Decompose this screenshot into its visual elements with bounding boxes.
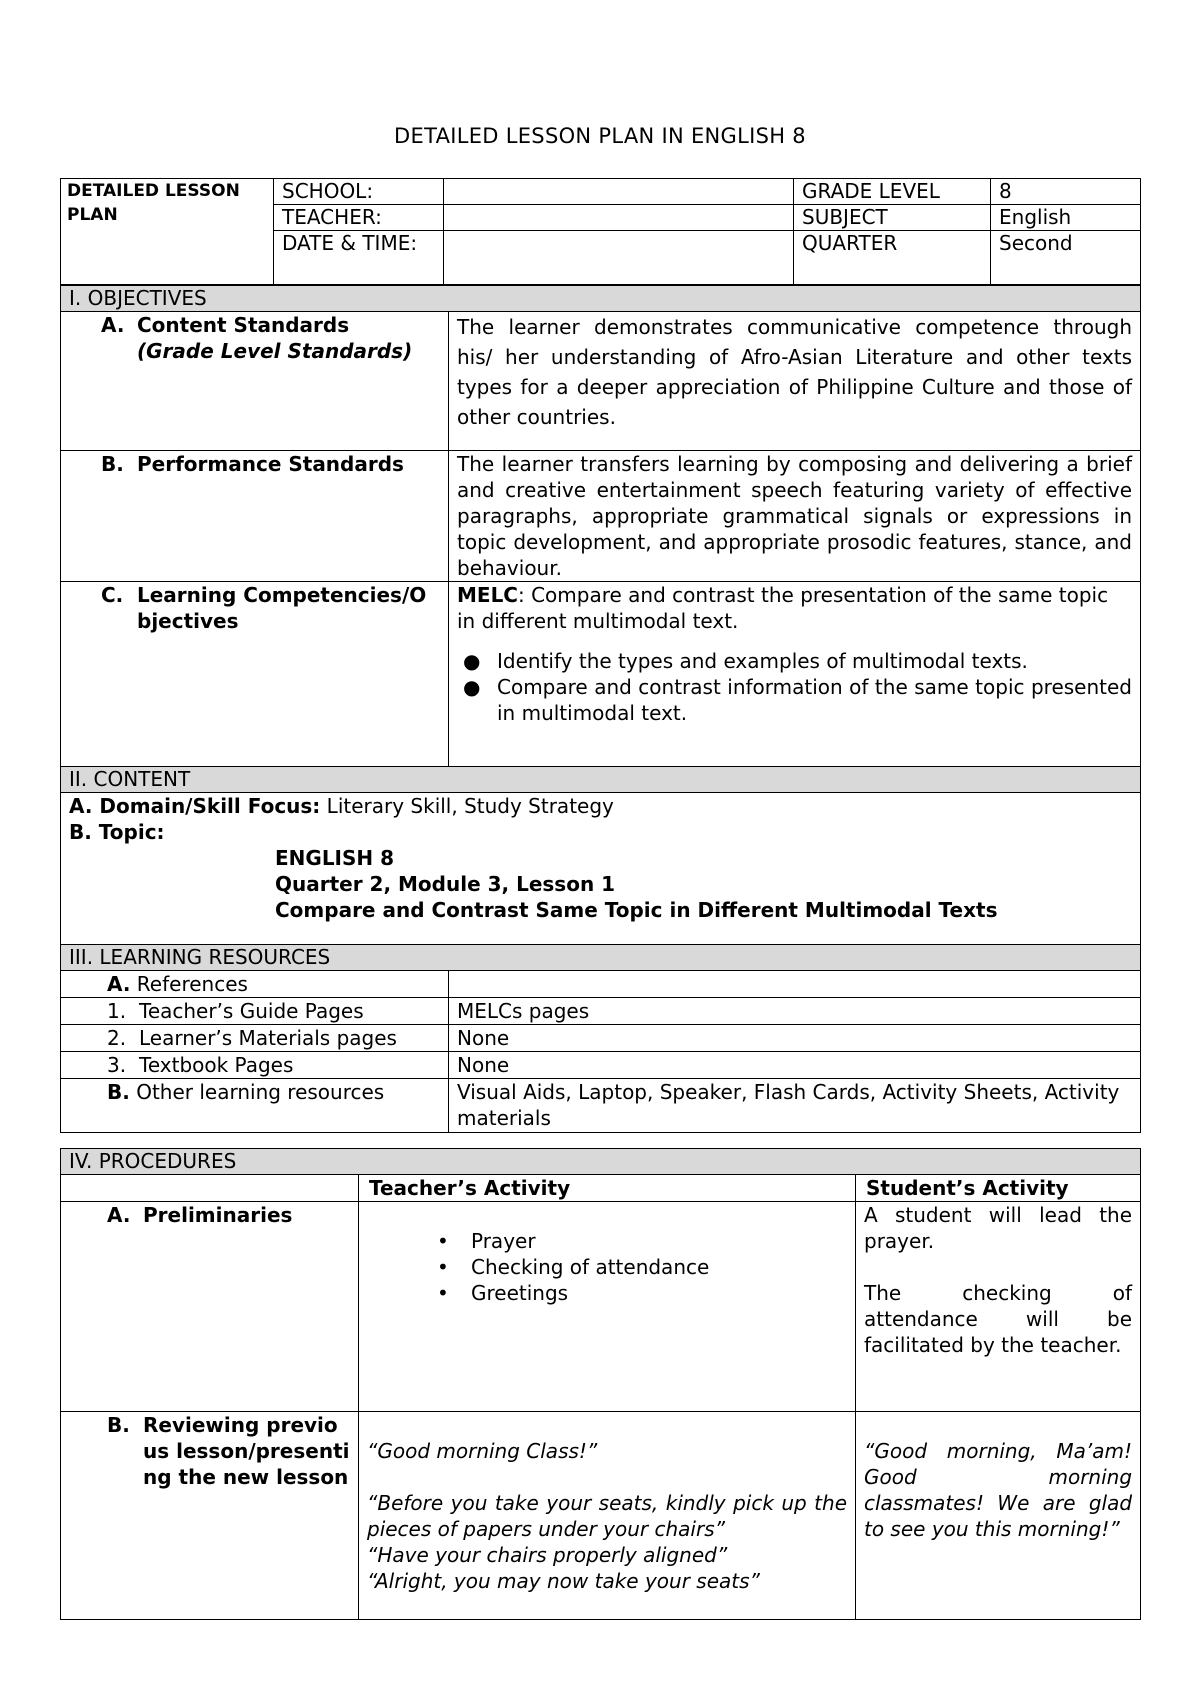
topic-line: ENGLISH 8 (275, 846, 395, 870)
content-heading: II. CONTENT (61, 767, 1141, 793)
teacher-line: “Before you take your seats, kindly pick up the pieces of papers under your chairs” (367, 1491, 847, 1541)
reviewing-label: B. Reviewing previous lesson/presenting the new lesson (61, 1412, 359, 1620)
quarter-value: Second (991, 231, 1141, 285)
preliminary-item: • Prayer (437, 1228, 847, 1254)
grade-level-value: 8 (991, 179, 1141, 205)
competencies-text (449, 582, 1141, 767)
topic-lines (69, 845, 1132, 923)
school-field[interactable] (444, 179, 794, 205)
grade-level-label: GRADE LEVEL (794, 179, 991, 205)
performance-standards-text: The learner transfers learning by composing and delivering a brief and creative entertainment speech featuring variety of effective paragraphs, appropriate grammatical signals or expressions in topic development, and appropriate prosodic features, stance, and behaviour. (449, 451, 1141, 582)
preliminaries-student (856, 1202, 1141, 1412)
procedures-corner (61, 1175, 359, 1202)
resource-row-label: 2. Learner’s Materials pages (61, 1025, 449, 1052)
content-standards-text: The learner demonstrates communicative competence through his/ her understanding of Afro-Asian Literature and other texts types for a deeper appreciation of Philippine Culture and those of other countries. (449, 312, 1141, 451)
references-label: A. References (61, 971, 449, 998)
subject-value: English (991, 205, 1141, 231)
student-text: A student will lead the prayer. (864, 1203, 1133, 1253)
performance-standards-label: B. Performance Standards (61, 451, 449, 582)
reviewing-student: “Good morning, Ma’am! Good morning classmates! We are glad to see you this morning!” (856, 1412, 1141, 1620)
objectives-heading: I. OBJECTIVES (61, 286, 1141, 312)
teacher-line: “Have your chairs properly aligned” (367, 1543, 728, 1567)
student-activity-header: Student’s Activity (856, 1175, 1141, 1202)
date-time-label: DATE & TIME: (274, 231, 444, 285)
content-body (61, 793, 1141, 945)
objective-item: ● Identify the types and examples of multimodal texts. (457, 648, 1132, 674)
content-standards-label: A. Content Standards (Grade Level Standards) (61, 312, 449, 451)
preliminaries-teacher (359, 1202, 856, 1412)
date-time-field[interactable] (444, 231, 794, 285)
procedures-heading: IV. PROCEDURES (61, 1149, 1141, 1175)
other-resources-label: B. Other learning resources (61, 1079, 449, 1133)
teacher-label: TEACHER: (274, 205, 444, 231)
teacher-line: “Alright, you may now take your seats” (367, 1569, 760, 1593)
other-resources-value: Visual Aids, Laptop, Speaker, Flash Cards, Activity Sheets, Activity materials (449, 1079, 1141, 1133)
preliminary-item: • Greetings (437, 1280, 847, 1306)
resource-row-label: 3. Textbook Pages (61, 1052, 449, 1079)
procedures-table (60, 1148, 1141, 1620)
reviewing-teacher (359, 1412, 856, 1620)
objective-item: ● Compare and contrast information of the same topic presented in multimodal text. (457, 674, 1132, 726)
preliminaries-list (367, 1228, 847, 1306)
student-text: The checking of attendance will be facilitated by the teacher. (864, 1281, 1133, 1357)
header-table (60, 178, 1141, 285)
page-title: DETAILED LESSON PLAN IN ENGLISH 8 (394, 124, 806, 148)
resource-row-value: None (449, 1025, 1141, 1052)
header-corner-label: DETAILED LESSON PLAN (61, 179, 274, 285)
resource-row-label: 1. Teacher’s Guide Pages (61, 998, 449, 1025)
preliminaries-label: A. Preliminaries (61, 1202, 359, 1412)
quarter-label: QUARTER (794, 231, 991, 285)
domain-skill-focus: A. Domain/Skill Focus: Literary Skill, Study Strategy (69, 794, 614, 818)
teacher-line: “Good morning Class!” (367, 1439, 598, 1463)
resources-heading: III. LEARNING RESOURCES (61, 945, 1141, 971)
preliminary-item: • Checking of attendance (437, 1254, 847, 1280)
subject-label: SUBJECT (794, 205, 991, 231)
references-value (449, 971, 1141, 998)
topic-label: B. Topic: (69, 820, 165, 844)
competencies-label: C. Learning Competencies/Objectives (61, 582, 449, 767)
objective-list (457, 648, 1132, 726)
teacher-field[interactable] (444, 205, 794, 231)
topic-line: Compare and Contrast Same Topic in Different Multimodal Texts (275, 898, 998, 922)
topic-line: Quarter 2, Module 3, Lesson 1 (275, 872, 616, 896)
main-table (60, 285, 1141, 1133)
resource-row-value: MELCs pages (449, 998, 1141, 1025)
teacher-activity-header: Teacher’s Activity (359, 1175, 856, 1202)
school-label: SCHOOL: (274, 179, 444, 205)
resource-row-value: None (449, 1052, 1141, 1079)
melc-statement: MELC: Compare and contrast the presentation of the same topic in different multimodal text. (457, 583, 1109, 633)
